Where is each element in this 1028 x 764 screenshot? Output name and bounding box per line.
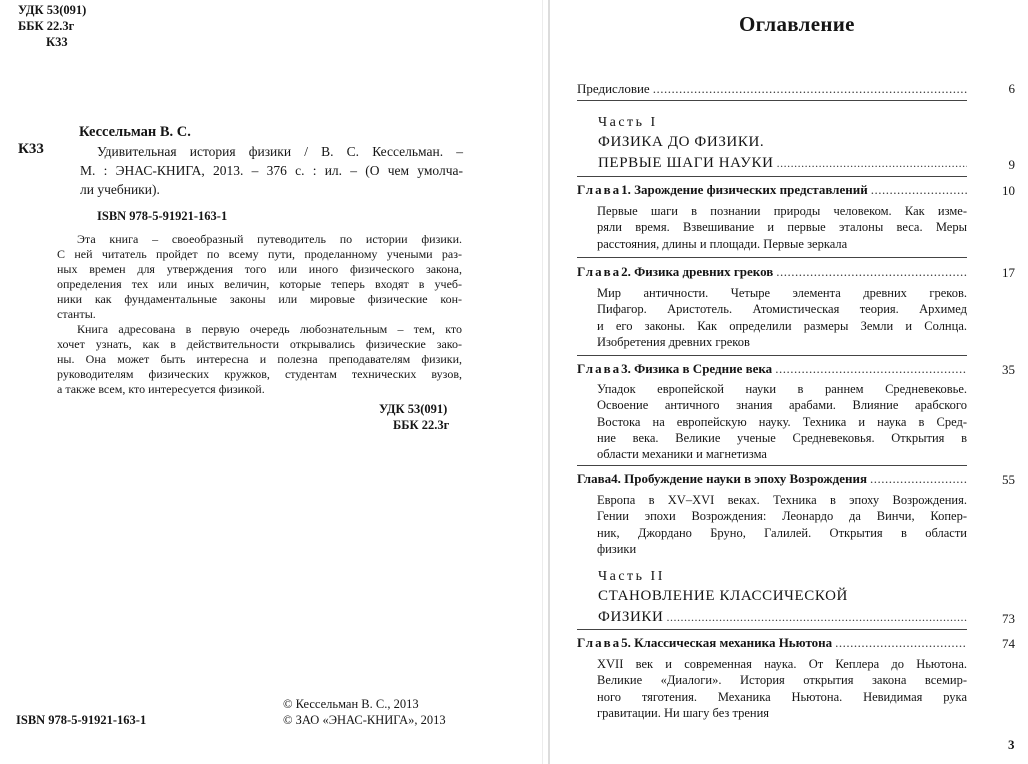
copyright-publisher: © ЗАО «ЭНАС-КНИГА», 2013 [283,713,446,727]
description-line: ного тяготения. Механика Ньютона. Невидимая рука [597,689,967,704]
annotation-line: Эта книга – своеобразный путеводитель по истории физики. [77,232,462,246]
description-line: Гении эпохи Возрождения: Леонардо да Винчи, Копер- [597,509,967,524]
page-number: 3 [1008,737,1015,752]
toc-entry-chapter5[interactable] [577,635,967,651]
leader-dots [666,610,967,625]
toc-entry-chapter1[interactable] [577,182,967,198]
chapter-prefix: Глава [577,361,622,376]
chapter-prefix: Глава [577,635,622,650]
cutter-code-top: К33 [46,35,68,49]
part1-title-line2: ПЕРВЫЕ ШАГИ НАУКИ [598,155,774,171]
leader-dots [870,471,967,487]
chapter-prefix: Глава [577,182,622,197]
divider [577,355,967,356]
page-number-chapter2: 17 [1002,265,1015,280]
annotation-line: С ней читатель пройдет по всему пути, проделанному учеными раз- [57,247,462,261]
toc-entry-part1[interactable] [598,155,967,172]
annotation-line: а также всем, кто интересуется физикой. [57,382,265,396]
chapter3-description [597,381,967,462]
description-line: Освоение античного знания арабами. Влияние арабского [597,398,967,413]
description-line: Пифагор. Аристотель. Атомистическая теория. Архимед [597,302,967,317]
page-number-chapter5: 74 [1002,636,1015,651]
description-line: ник, Джордано Бруно, Галилей. Открытия в области [597,525,967,540]
leader-dots [871,182,967,198]
divider [577,465,967,466]
isbn-bottom: ISBN 978-5-91921-163-1 [16,713,147,727]
description-line: расстояния, длины и площади. Первые зеркала [597,236,848,251]
annotation-line: ных времен для утверждения того или иного физического закона, [57,262,462,276]
bibliographic-description [80,142,463,199]
preface-label: Предисловие [577,81,650,96]
bbk-code-bottom: ББК 22.3г [393,418,450,432]
page-number-part2: 73 [1002,611,1015,626]
chapter1-title: 1. Зарождение физических представлений [621,182,868,197]
chapter-prefix: Глава [577,264,622,279]
isbn: ISBN 978-5-91921-163-1 [97,209,228,223]
description-line: ние века. Великие ученые Средневековья. Открытия в [597,430,967,445]
part2-title-line1: СТАНОВЛЕНИЕ КЛАССИЧЕСКОЙ [598,588,848,604]
description-line: и его законы. Как определили размеры Земли и Солнца. [597,318,967,333]
toc-title: Оглавление [739,12,855,36]
toc-entry-chapter4[interactable] [577,471,967,487]
page-number-part1: 9 [1008,157,1015,172]
udc-code-top: УДК 53(091) [18,3,87,17]
divider [577,257,967,258]
description-line: Европа в XV–XVI веках. Техника в эпоху Возрождения. [597,493,967,507]
annotation-line: хочет узнать, как в действительности открывались физические зако- [57,337,462,351]
toc-entry-preface[interactable] [577,81,967,97]
copyright-author: © Кессельман В. С., 2013 [283,697,419,711]
toc-entry-part2[interactable] [598,609,967,626]
description-line: Великие «Диалоги». История открытия закона всемир- [597,673,967,688]
annotation-line: станты. [57,307,96,321]
divider [577,629,967,630]
leader-dots [653,81,967,97]
chapter3-title: 3. Физика в Средние века [621,361,773,376]
annotation-line: Книга адресована в первую очередь любознательным – тем, кто [77,322,462,336]
chapter2-description [597,285,967,350]
chapter5-description [597,656,967,721]
annotation-line: ники как фундаментальные законы или мировые физические кон- [57,292,462,306]
page-number-chapter1: 10 [1002,183,1015,198]
annotation-line: руководителям физических кружков, студентам технических вузов, [57,367,462,381]
page-gutter-shadow [542,0,543,764]
bbk-code-top: ББК 22.3г [18,19,75,33]
page-number-chapter4: 55 [1002,472,1015,487]
part2-title-line2: ФИЗИКИ [598,609,664,625]
toc-entry-chapter2[interactable] [577,264,967,280]
description-line: ряли время. Взвешивание и первые эталоны веса. Меры [597,220,967,235]
chapter5-title: 5. Классическая механика Ньютона [621,635,833,650]
toc-entry-chapter3[interactable] [577,361,967,377]
divider [577,100,967,101]
part2-label: Часть II [598,569,665,584]
annotation-line: определения тех или иных величин, которые теперь входят в учеб- [57,277,462,291]
description-line: области механики и магнетизма [597,447,767,462]
description-line: Упадок европейской науки в раннем Средневековье. [597,382,967,396]
bib-line: ли учебники). [80,182,160,197]
description-line: Мир античности. Четыре элемента древних греков. [597,286,967,300]
annotation [57,232,462,397]
chapter-prefix: Глава [577,471,612,486]
page-gutter [548,0,550,764]
description-line: Первые шаги в познании природы человеком. Как изме- [597,204,967,218]
part1-title-line1: ФИЗИКА ДО ФИЗИКИ. [598,134,765,150]
udc-code-bottom: УДК 53(091) [379,402,448,416]
annotation-line: ны. Она может быть интересна и полезна преподавателям физики, [57,352,462,366]
chapter2-title: 2. Физика древних греков [621,264,774,279]
description-line: XVII век и современная наука. От Кеплера до Ньютона. [597,657,967,671]
leader-dots [835,635,967,651]
bib-line: М. : ЭНАС-КНИГА, 2013. – 376 с. : ил. – (О чем умолча- [80,163,463,178]
description-line: Изобретения древних греков [597,334,750,349]
chapter4-title: 4. Пробуждение науки в эпоху Возрождения [611,471,868,486]
leader-dots [775,361,967,377]
part1-label: Часть I [598,115,658,130]
leader-dots [776,264,967,280]
leader-dots [777,156,967,171]
cutter-code-side: К33 [18,141,44,157]
chapter1-description [597,203,967,252]
page-number-chapter3: 35 [1002,362,1015,377]
page-number-preface: 6 [1008,81,1015,96]
description-line: физики [597,541,637,556]
chapter4-description [597,492,967,557]
divider [577,176,967,177]
description-line: Востока на европейскую науку. Техника и наука в Сред- [597,414,967,429]
bib-line: Удивительная история физики / В. С. Кессельман. – [97,144,463,159]
description-line: гравитации. Ни шагу без трения [597,705,770,720]
author-heading: Кессельман В. С. [79,124,191,140]
